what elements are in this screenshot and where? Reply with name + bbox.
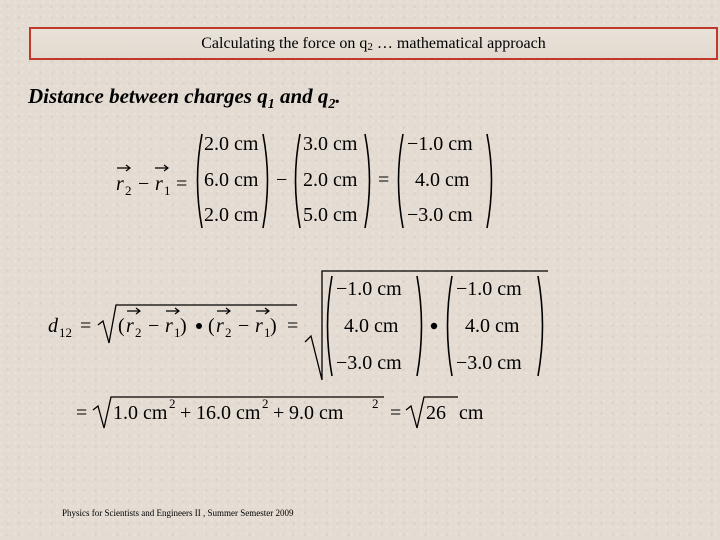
svg-text:r: r [216, 315, 224, 337]
bracket-a-right [263, 134, 268, 228]
d-label: d [48, 315, 58, 337]
bracket-c-right [487, 134, 492, 228]
vec-a-row2: 6.0 cm [204, 169, 259, 191]
svg-text:r: r [255, 315, 263, 337]
vec-right-row1: −1.0 cm [456, 278, 522, 300]
svg-text:r: r [165, 315, 173, 337]
term-2-exp: 2 [262, 396, 269, 411]
title-subscript: 2 [367, 40, 373, 53]
bracket-left-vec-left [328, 276, 333, 376]
equals-sign-2: = [80, 315, 92, 337]
equation-difference-vector [116, 133, 492, 228]
vector-arrows-eq2 [127, 308, 269, 314]
vec-b-row3: 5.0 cm [303, 204, 358, 226]
term-2: 16.0 cm [196, 402, 261, 424]
vec-c-row1: −1.0 cm [407, 133, 473, 155]
title-suffix: … mathematical approach [372, 34, 546, 52]
heading-sub-1: 1 [267, 97, 275, 113]
vec-left-row3: −3.0 cm [336, 352, 402, 374]
heading-prefix: Distance between charges q [28, 84, 268, 108]
svg-text:(: ( [208, 315, 215, 337]
svg-text:r: r [126, 315, 134, 337]
term-1: 1.0 cm [113, 402, 168, 424]
vector-arrows-eq1 [117, 165, 168, 171]
title-prefix: Calculating the force on q [201, 34, 368, 52]
term-3-exp: 2 [372, 396, 379, 411]
heading-suffix: . [335, 84, 341, 108]
minus-sign: − [276, 169, 288, 191]
bracket-left-vec-right [417, 276, 422, 376]
term-1-exp: 2 [169, 396, 176, 411]
svg-text:1: 1 [264, 325, 271, 340]
heading-sub-2: 2 [328, 97, 336, 113]
result-unit: cm [459, 402, 484, 424]
svg-text:1: 1 [174, 325, 181, 340]
equation-distance [48, 271, 548, 380]
plus-sign-1: + [180, 402, 192, 424]
svg-text:=: = [176, 173, 188, 195]
d-subscript: 12 [59, 325, 72, 340]
svg-text:1: 1 [164, 183, 171, 198]
bracket-right-vec-left [448, 276, 453, 376]
equals-sign-3: = [287, 315, 299, 337]
equals-sign-4: = [76, 402, 88, 424]
plus-sign-2: + [273, 402, 285, 424]
vec-b-row2: 2.0 cm [303, 169, 358, 191]
svg-text:(: ( [118, 315, 125, 337]
svg-text:−: − [138, 173, 150, 195]
svg-text:2: 2 [135, 325, 142, 340]
vec-left-row2: 4.0 cm [344, 315, 399, 337]
svg-text:): ) [270, 315, 277, 337]
svg-text:r: r [116, 173, 124, 195]
term-3: 9.0 cm [289, 402, 344, 424]
vec-a-row1: 2.0 cm [204, 133, 259, 155]
dot-product-expression [118, 315, 277, 340]
vec-b-row1: 3.0 cm [303, 133, 358, 155]
footer-text: Physics for Scientists and Engineers II , Summer Semester 2009 [62, 508, 294, 518]
bracket-c-left [399, 134, 404, 228]
bracket-b-left [296, 134, 301, 228]
bracket-a-left [198, 134, 203, 228]
svg-text:2: 2 [125, 183, 132, 198]
svg-text:−: − [148, 315, 160, 337]
equation-result [76, 396, 484, 428]
vec-c-row2: 4.0 cm [415, 169, 470, 191]
dot-product-symbol [431, 323, 437, 329]
vec-right-row3: −3.0 cm [456, 352, 522, 374]
equals-sign: = [378, 169, 390, 191]
vec-left-row1: −1.0 cm [336, 278, 402, 300]
svg-text:r: r [155, 173, 163, 195]
vec-c-row3: −3.0 cm [407, 204, 473, 226]
bracket-b-right [365, 134, 370, 228]
r2-minus-r1-lhs [116, 173, 187, 198]
vec-right-row2: 4.0 cm [465, 315, 520, 337]
bracket-right-vec-right [538, 276, 543, 376]
svg-text:−: − [238, 315, 250, 337]
result-number: 26 [426, 402, 446, 424]
equals-sign-5: = [390, 402, 402, 424]
heading-mid: and q [274, 84, 329, 108]
vec-a-row3: 2.0 cm [204, 204, 259, 226]
svg-text:2: 2 [225, 325, 232, 340]
svg-text:): ) [180, 315, 187, 337]
